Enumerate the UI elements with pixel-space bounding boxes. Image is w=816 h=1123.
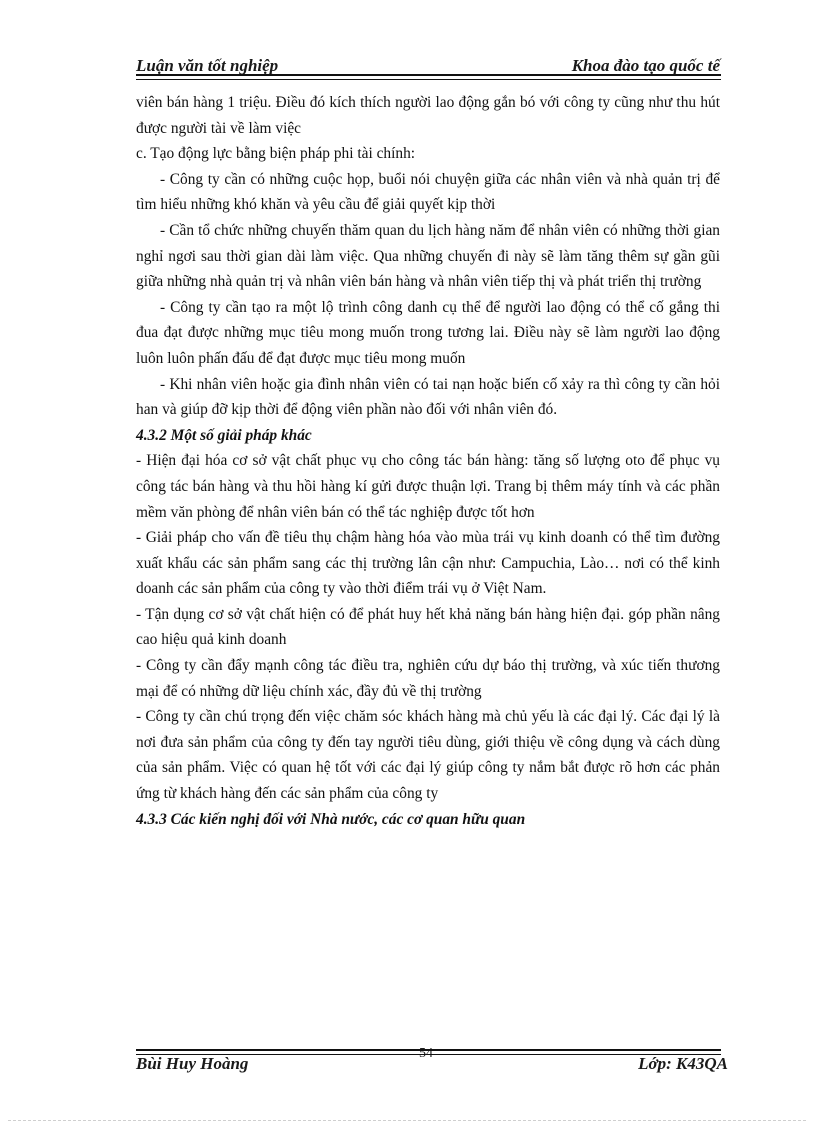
page-footer [136,1054,728,1078]
footer-author: Bùi Huy Hoàng [136,1054,249,1073]
bullet-paragraph: - Hiện đại hóa cơ sở vật chất phục vụ cho công tác bán hàng: tăng số lượng oto để phục vụ công tác bán hàng và thu hồi hàng kí gửi được thuận lợi. Trang bị thêm máy tính và các phần mềm văn phòng để nhân viên bán có thể tác nghiệp được tốt hơn [136,452,720,521]
section-heading: 4.3.3 Các kiến nghị đối với Nhà nước, các cơ quan hữu quan [136,810,526,828]
bullet-paragraph: - Giải pháp cho vấn đề tiêu thụ chậm hàng hóa vào mùa trái vụ kinh doanh có thể tìm đường xuất khẩu các sản phẩm sang các thị trường lân cận như: Campuchia, Lào… nơi có thể kinh doanh các sản phẩm của công ty vào thời điểm trái vụ ở Việt Nam. [136,529,720,598]
document-body [136,90,720,832]
bullet-paragraph: - Cần tổ chức những chuyến thăm quan du lịch hàng năm để nhân viên có những thời gian nghỉ ngơi sau thời gian dài làm việc. Qua những chuyến đi này sẽ làm tăng thêm sự gần gũi giữa những nhà quản trị và nhân viên bán hàng và nhân viên tiếp thị và phát triển thị trường [136,221,720,291]
header-divider [136,74,721,80]
bullet-paragraph: - Tận dụng cơ sở vật chất hiện có để phát huy hết khả năng bán hàng hiện đại. góp phần nâng cao hiệu quả kinh doanh [136,605,720,649]
page-number-text: 54 [419,1046,433,1061]
section-heading: 4.3.2 Một số giải pháp khác [136,426,312,444]
header-faculty: Khoa đào tạo quốc tế [571,56,720,75]
paragraph: viên bán hàng 1 triệu. Điều đó kích thích người lao động gắn bó với công ty cũng như thu hút được người tài về làm việc [136,94,720,137]
bullet-paragraph: - Công ty cần đẩy mạnh công tác điều tra, nghiên cứu dự báo thị trường, và xúc tiến thương mại để có những dữ liệu chính xác, đầy đủ về thị trường [136,657,720,700]
bullet-paragraph: - Công ty cần chú trọng đến việc chăm sóc khách hàng mà chủ yếu là các đại lý. Các đại lý là nơi đưa sản phẩm của công ty đến tay người tiêu dùng, giới thiệu về công dụng và cách dùng của sản phẩm. Việc có quan hệ tốt với các đại lý giúp công ty nắm bắt được rõ hơn các phản ứng từ khách hàng đến các sản phẩm của công ty [136,708,720,803]
subsection-label: c. Tạo động lực bằng biện pháp phi tài chính: [136,145,416,163]
bullet-paragraph: - Công ty cần tạo ra một lộ trình công danh cụ thể để người lao động có thể cố gắng thi đua đạt được những mục tiêu mong muốn trong tương lai. Điều này sẽ làm người lao động luôn luôn phấn đấu để đạt được mục tiêu mong muốn [136,298,720,367]
footer-class: Lớp: K43QA [638,1054,728,1073]
bullet-paragraph: - Công ty cần có những cuộc họp, buổi nói chuyện giữa các nhân viên và nhà quản trị để tìm hiểu những khó khăn và yêu cầu để giải quyết kịp thời [136,170,720,214]
header-thesis-title: Luận văn tốt nghiệp [136,56,279,75]
bullet-paragraph: - Khi nhân viên hoặc gia đình nhân viên có tai nạn hoặc biến cố xảy ra thì công ty cần hỏi han và giúp đỡ kịp thời để động viên phần nào đối với nhân viên đó. [136,375,720,419]
page-header [136,48,720,76]
